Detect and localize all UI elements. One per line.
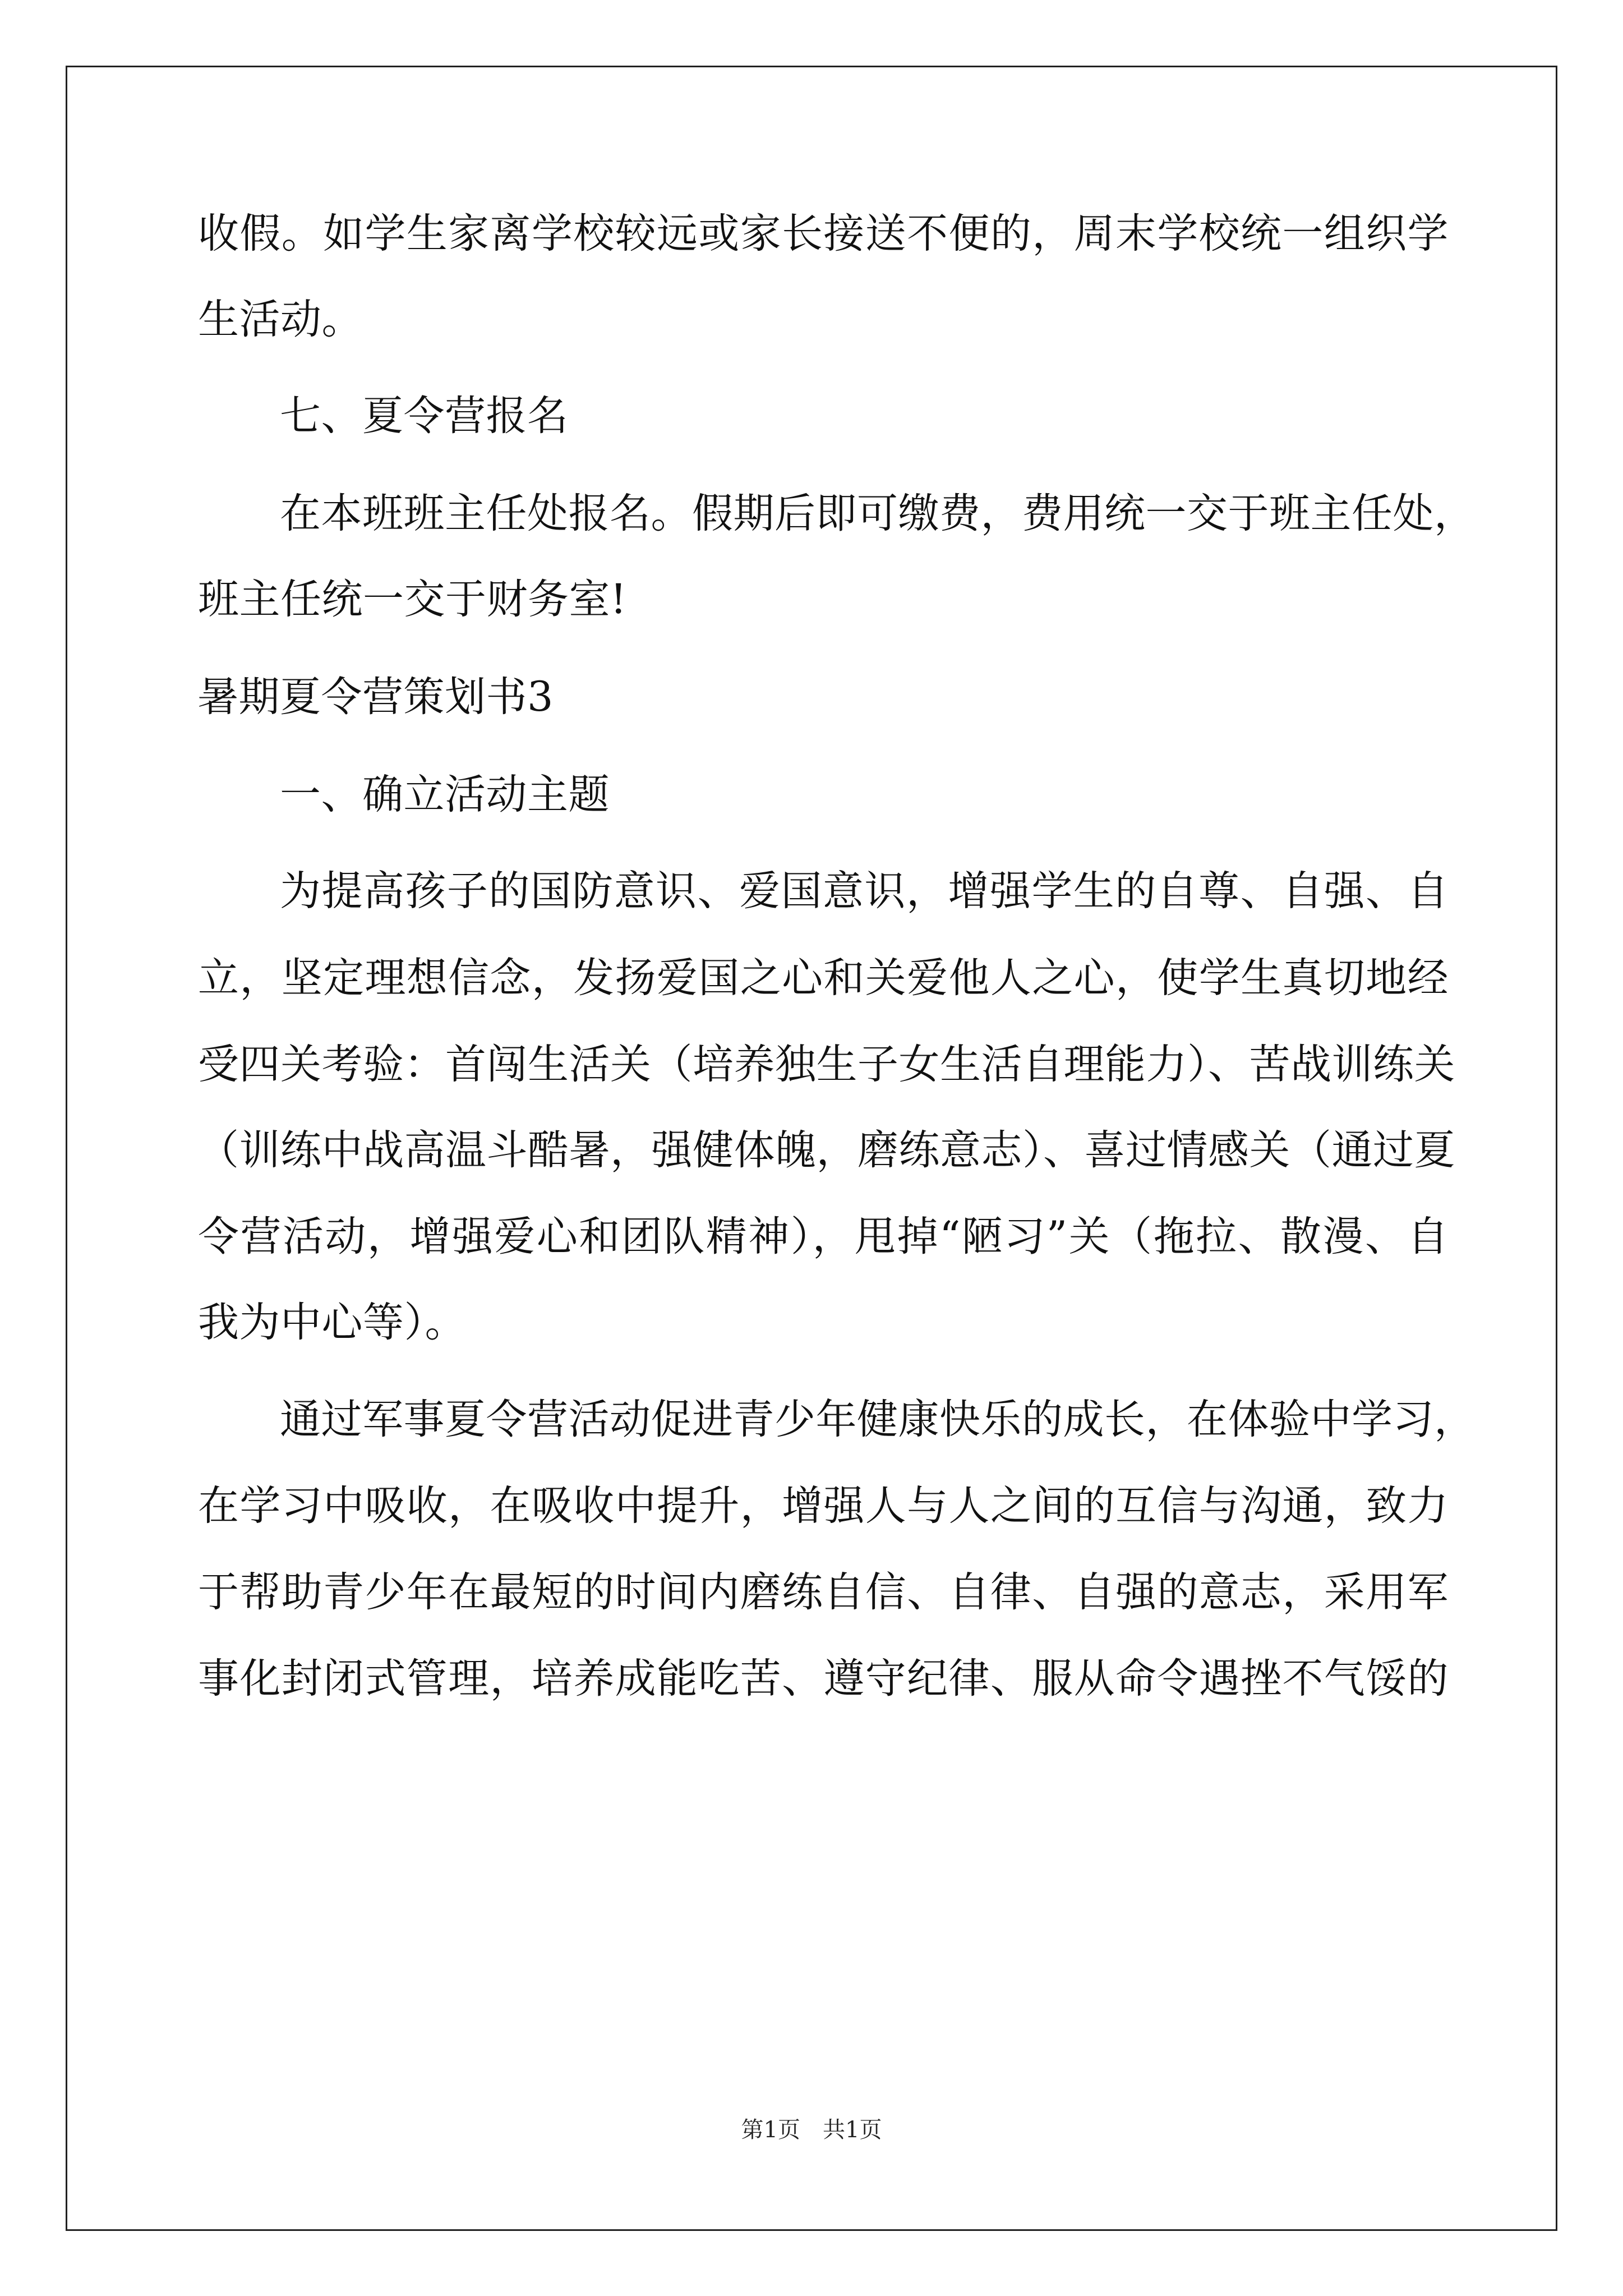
document-title: 暑期夏令营策划书3: [197, 673, 554, 721]
paragraph-line: （训练中战高温斗酷暑，强健体魄，磨练意志）、喜过情感关（通过夏: [198, 1126, 1455, 1174]
section-heading: 一、确立活动主题: [280, 771, 610, 818]
paragraph-line: 生活动。: [198, 296, 363, 343]
paragraph-line: 受四关考验：首闯生活关（培养独生子女生活自理能力）、苦战训练关: [198, 1041, 1455, 1088]
paragraph-line: 令营活动，增强爱心和团队精神），甩掉“陋习”关（拖拉、散漫、自: [198, 1213, 1449, 1260]
paragraph-line: 为提高孩子的国防意识、爱国意识，增强学生的自尊、自强、自: [280, 867, 1449, 915]
paragraph-line: 在本班班主任处报名。假期后即可缴费，费用统一交于班主任处，: [280, 490, 1476, 537]
paragraph-line: 立，坚定理想信念，发扬爱国之心和关爱他人之心，使学生真切地经: [198, 954, 1449, 1002]
section-heading: 七、夏令营报名: [280, 392, 569, 440]
paragraph-line: 收假。如学生家离学校较远或家长接送不便的，周末学校统一组织学: [198, 210, 1449, 257]
paragraph-line: 事化封闭式管理，培养成能吃苦、遵守纪律、服从命令遇挫不气馁的: [198, 1655, 1449, 1703]
paragraph-line: 于帮助青少年在最短的时间内磨练自信、自律、自强的意志，采用军: [198, 1568, 1449, 1616]
page-footer: 第1页 共1页: [741, 2117, 882, 2143]
paragraph-line: 在学习中吸收，在吸收中提升，增强人与人之间的互信与沟通，致力: [198, 1482, 1449, 1530]
paragraph-line: 通过军事夏令营活动促进青少年健康快乐的成长，在体验中学习，: [280, 1396, 1476, 1443]
paragraph-line: 我为中心等）。: [198, 1299, 466, 1346]
paragraph-line: 班主任统一交于财务室!: [198, 576, 627, 623]
